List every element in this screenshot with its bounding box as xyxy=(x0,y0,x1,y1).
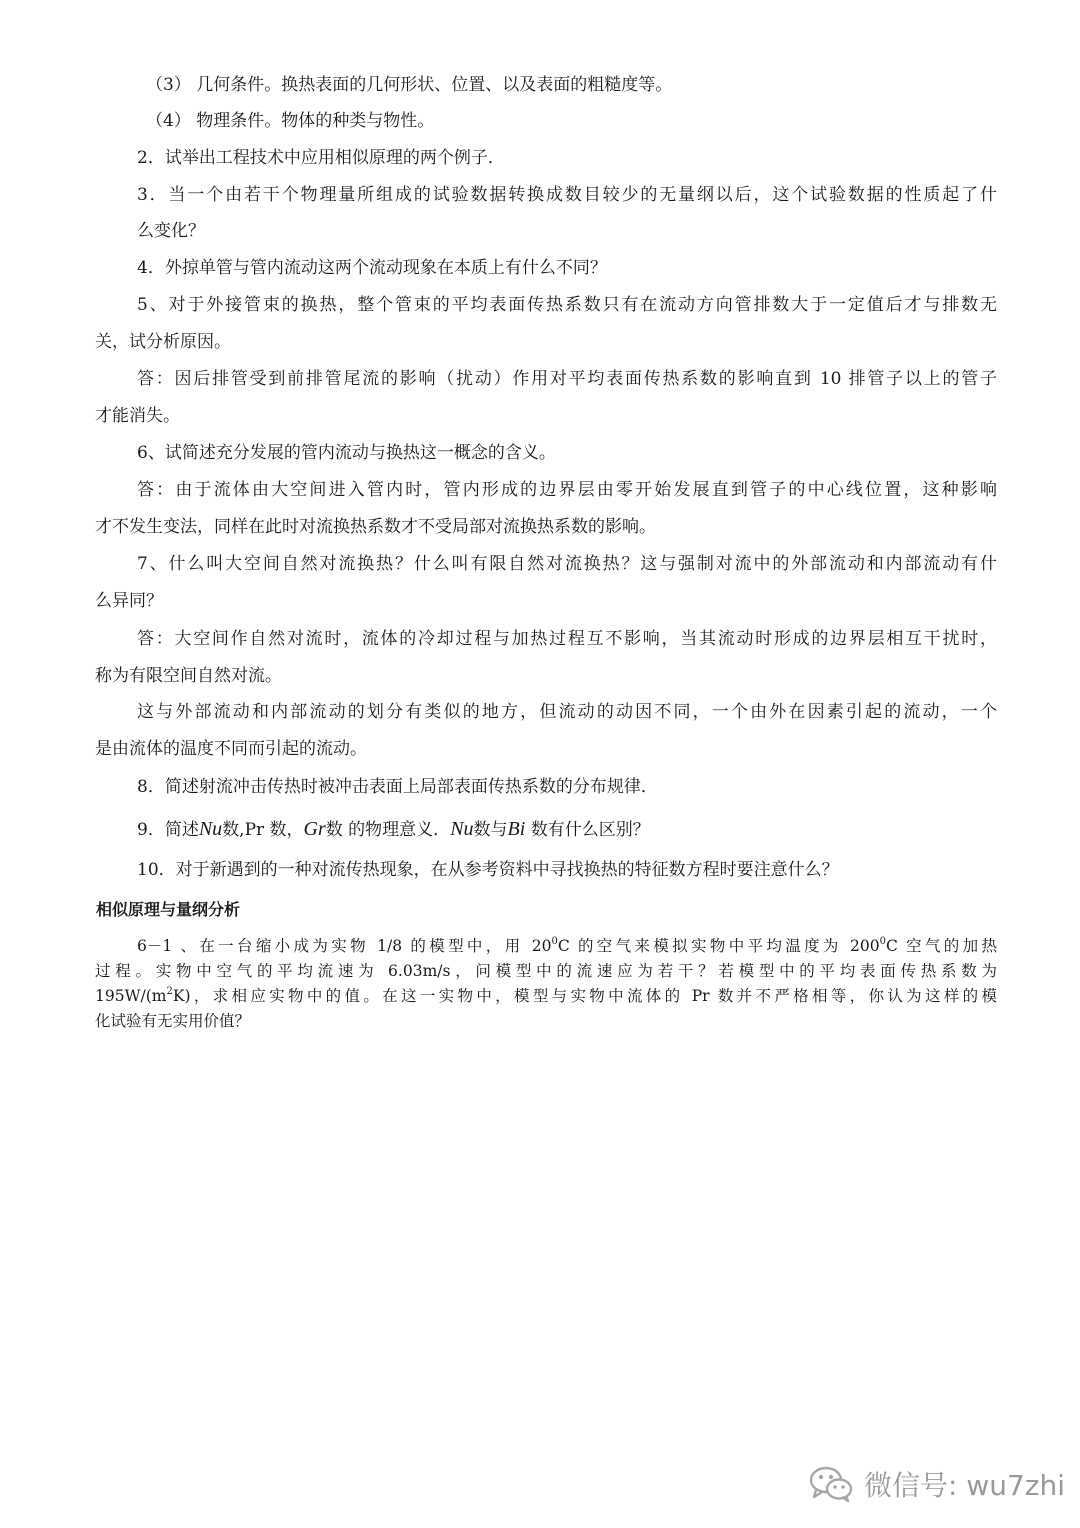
question-9-text: 9．简述Nu数,Pr 数，Gr数 的物理意义．Nu数与Bi 数有什么区别？ xyxy=(137,818,650,840)
watermark xyxy=(808,1464,1065,1504)
document-page: （3） 几何条件。换热表面的几何形状、位置、以及表面的粗糙度等。 （4） 物理条件。物体的种类与物性。 2．试举出工程技术中应用相似原理的两个例子． 3．当一个由若干个物理量所组成的试验数据转换成数目较少的无量纲以后，这个试验数据的性质起了什 么变化？ 4．外掠单管与管内流动这两个流动现象在本质上有什么不同？ 5、对于外接管束的换热，整个管束的平均表面传热系数只有在流动方向管排数大于一定值后才与排数无 关，试分析原因。 答：因后排管受到前排管尾流的影响（扰动）作用对平均表面传热系数的影响直到 10 排管子以上的管子 才能消失。 6、试简述充分发展的管内流动与换热这一概念的含义。 答：由于流体由大空间进入管内时，管内形成的边界层由零开始发展直到管子的中心线位置，这种影响 才不发生变法，同样在此时对流换热系数才不受局部对流换热系数的影响。 7、什么叫大空间自然对流换热？什么叫有限自然对流换热？这与强制对流中的外部流动和内部流动有什 么异同？ 答：大空间作自然对流时，流体的冷却过程与加热过程互不影响，当其流动时形成的边界层相互干扰时， 称为有限空间自然对流。 这与外部流动和内部流动的划分有类似的地方，但流动的动因不同，一个由外在因素引起的流动，一个 是由流体的温度不同而引起的流动。 8．简述射流冲击传热时被冲击表面上局部表面传热系数的分布规律． 9．简述Nu数,Pr 数，Gr数 的物理意义．Nu数与Bi 数有什么区别？ 10．对于新遇到的一种对流传热现象，在从参考资料中寻找换热的特征数方程时要注意什么？ 相似原理与量纲分析 6－1 、在一台缩小成为实物 1/8 的模型中，用 $20^0C$ 的空气来模拟实物中平均温度为 $200^0C$ 空气的加热 过程。实物中空气的平均流速为 6.03m/s，问模型中的流速应为若干？若模型中的平均表面传热系数为 $195W/(m^2K)$，求相应实物中的值。在这一实物中，模型与实物中流体的 Pr 数并不严格相等，你认为这样的模 化试验有无实用价值？ 微信号: wu7zhi xyxy=(95,75,1066,1502)
wechat-icon xyxy=(808,1464,854,1504)
watermark-text: 微信号: wu7zhi xyxy=(864,1469,1066,1502)
